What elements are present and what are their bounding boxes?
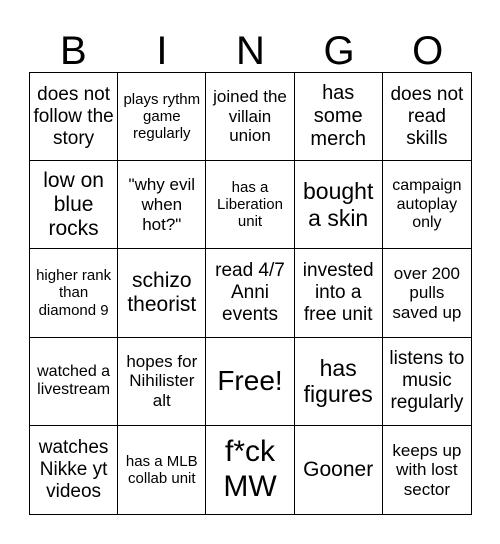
cell-text: joined the villain union <box>213 87 287 146</box>
cell-text: watches Nikke yt videos <box>38 437 109 502</box>
bingo-cell[interactable] <box>30 426 118 514</box>
header-letter-b: B <box>59 28 87 73</box>
cell-text: read 4/7 Anni events <box>215 260 285 325</box>
cell-text: bought a skin <box>303 178 374 231</box>
bingo-cell[interactable] <box>206 249 294 337</box>
cell-text: low on blue rocks <box>43 168 104 240</box>
bingo-cell[interactable] <box>30 161 118 249</box>
cell-text: f*ck MW <box>223 435 277 503</box>
bingo-cell[interactable] <box>295 426 383 514</box>
cell-text: has a Liberation unit <box>217 178 283 231</box>
header-letter-o: O <box>412 28 444 73</box>
bingo-cell[interactable] <box>30 73 118 161</box>
cell-text: schizo theorist <box>127 268 197 316</box>
bingo-cell[interactable] <box>383 426 471 514</box>
bingo-cell[interactable] <box>118 249 206 337</box>
bingo-cell[interactable] <box>118 338 206 426</box>
bingo-cell[interactable] <box>383 338 471 426</box>
cell-text: watched a livestream <box>37 362 111 399</box>
bingo-cell[interactable] <box>383 73 471 161</box>
bingo-cell[interactable] <box>295 249 383 337</box>
cell-text: hopes for Nihilister alt <box>126 351 198 410</box>
cell-text: Free! <box>217 365 283 397</box>
cell-text: Gooner <box>303 457 374 481</box>
header-letter-n: N <box>236 28 265 73</box>
cell-text: invested into a free unit <box>302 260 374 325</box>
bingo-card <box>29 0 472 544</box>
bingo-cell[interactable] <box>118 73 206 161</box>
bingo-cell[interactable] <box>206 161 294 249</box>
bingo-cell[interactable] <box>30 249 118 337</box>
bingo-cell[interactable] <box>118 161 206 249</box>
bingo-cell[interactable] <box>383 161 471 249</box>
bingo-cell[interactable] <box>30 338 118 426</box>
header-letter-i: I <box>156 28 168 73</box>
cell-text: listens to music regularly <box>389 348 465 414</box>
cell-text: plays rythm game regularly <box>123 90 201 143</box>
bingo-grid <box>29 72 472 515</box>
cell-text: has figures <box>303 354 373 408</box>
bingo-cell[interactable] <box>295 338 383 426</box>
cell-text: over 200 pulls saved up <box>392 263 462 322</box>
bingo-cell[interactable] <box>206 426 294 514</box>
cell-text: campaign autoplay only <box>392 177 462 231</box>
bingo-cell[interactable] <box>118 426 206 514</box>
cell-text: "why evil when hot?" <box>128 175 196 234</box>
cell-text: has a MLB collab unit <box>125 452 198 487</box>
header-letter-g: G <box>323 28 355 73</box>
bingo-cell-free[interactable] <box>206 338 294 426</box>
bingo-cell[interactable] <box>383 249 471 337</box>
cell-text: keeps up with lost sector <box>392 440 462 499</box>
cell-text: has some merch <box>310 82 366 151</box>
bingo-cell[interactable] <box>295 161 383 249</box>
cell-text: does not read skills <box>390 83 464 149</box>
bingo-cell[interactable] <box>295 73 383 161</box>
cell-text: does not follow the story <box>33 83 114 149</box>
cell-text: higher rank than diamond 9 <box>36 267 112 319</box>
bingo-cell[interactable] <box>206 73 294 161</box>
